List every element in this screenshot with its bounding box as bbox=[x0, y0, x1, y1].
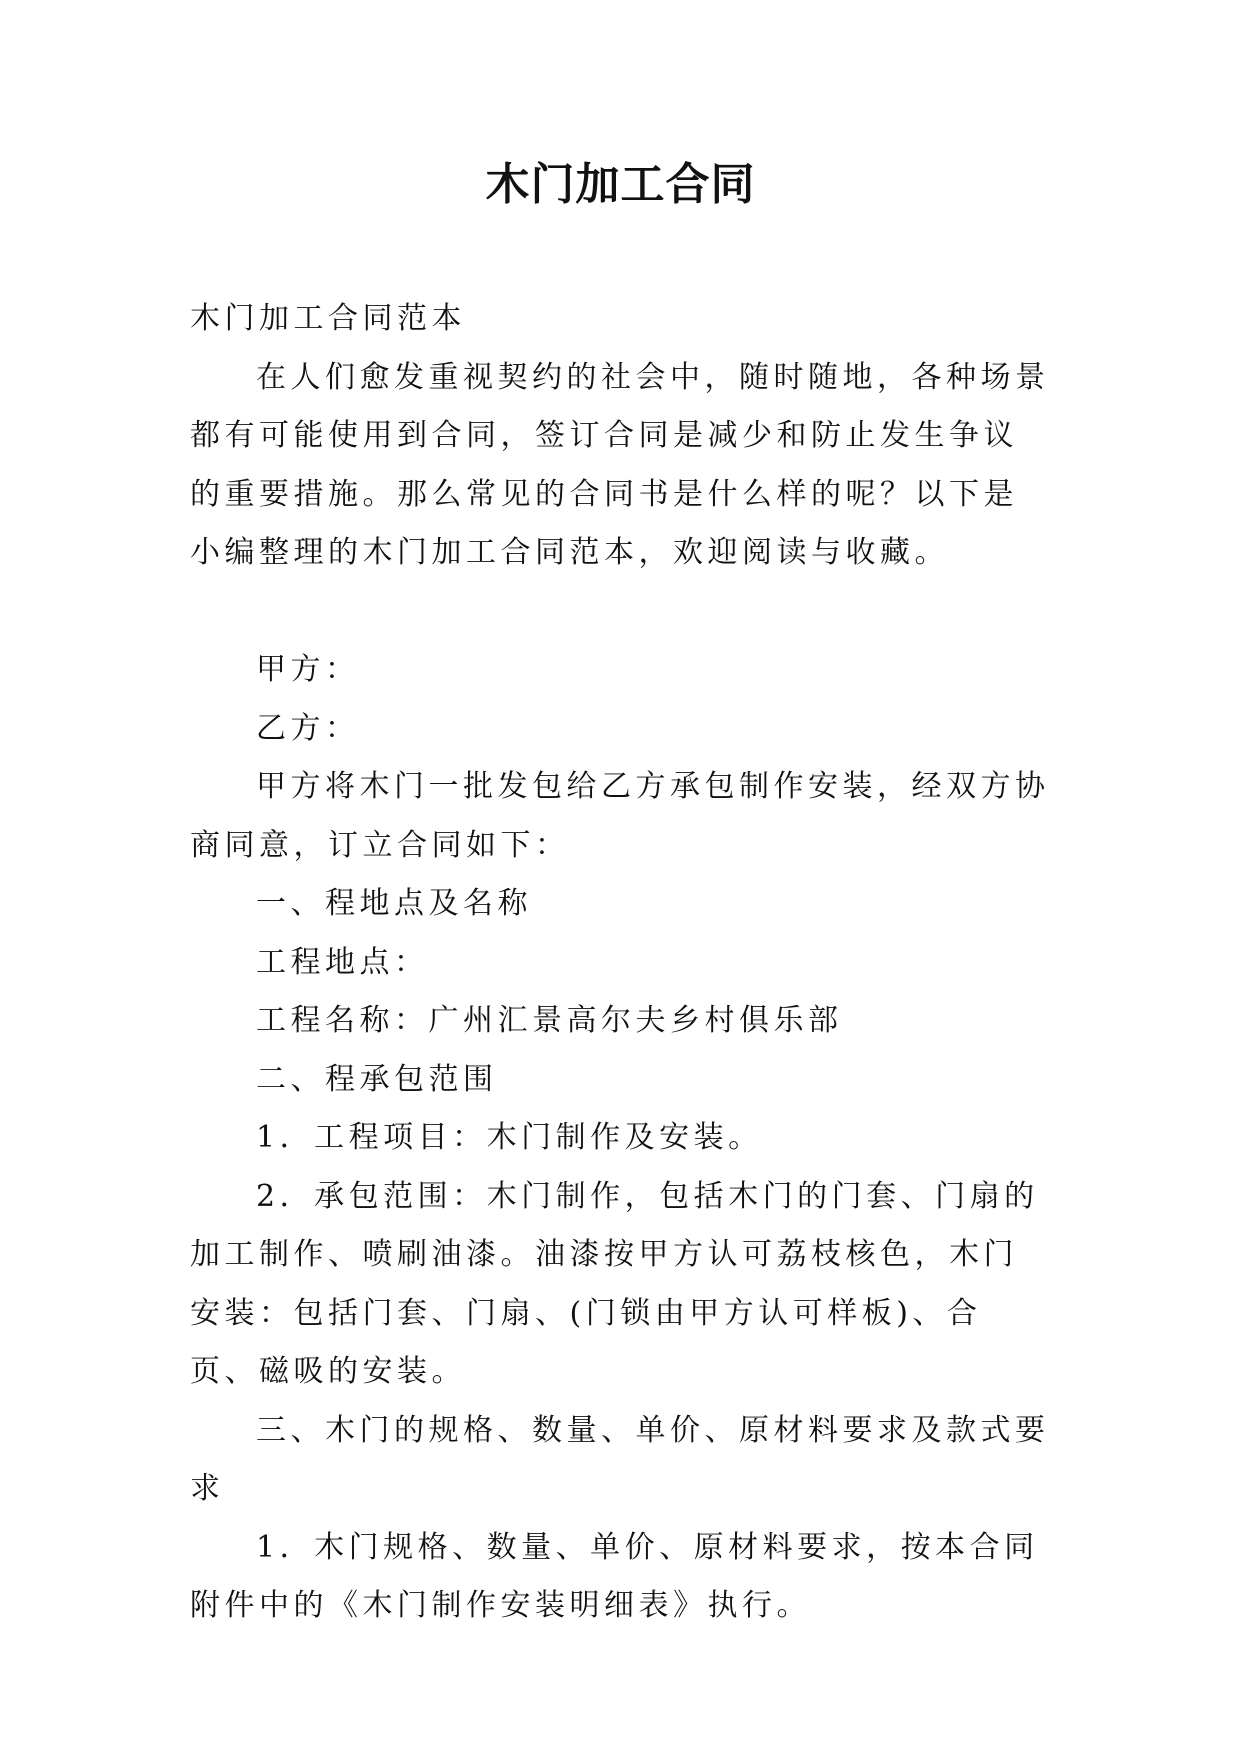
section-3-heading: 三、木门的规格、数量、单价、原材料要求及款式要求 bbox=[190, 1412, 1050, 1506]
party-b-line: 乙方： bbox=[256, 710, 360, 746]
clause-3-1: 1．木门规格、数量、单价、原材料要求，按本合同附件中的《木门制作安装明细表》执行。 bbox=[190, 1529, 1039, 1623]
agreement-intro-paragraph: 甲方将木门一批发包给乙方承包制作安装，经双方协商同意，订立合同如下： bbox=[190, 769, 1050, 863]
intro-paragraph: 在人们愈发重视契约的社会中，随时随地，各种场景都有可能使用到合同，签订合同是减少和防止发生争议的重要措施。那么常见的合同书是什么样的呢？以下是小编整理的木门加工合同范本，欢迎阅读与收藏。 bbox=[190, 359, 1050, 570]
document-body bbox=[190, 290, 1050, 1636]
document-title: 木门加工合同 bbox=[485, 159, 756, 210]
section-2-heading: 二、程承包范围 bbox=[256, 1061, 498, 1097]
party-a-line: 甲方： bbox=[256, 652, 360, 687]
subtitle-paragraph: 木门加工合同范本 bbox=[190, 301, 466, 336]
project-name-line: 工程名称：广州汇景高尔夫乡村俱乐部 bbox=[256, 1003, 843, 1038]
clause-2-1: 1．工程项目：木门制作及安装。 bbox=[256, 1120, 763, 1155]
project-location-line: 工程地点： bbox=[256, 944, 429, 980]
clause-2-2: 2．承包范围：木门制作，包括木门的门套、门扇的加工制作、喷刷油漆。油漆按甲方认可荔枝核色，木门安装：包括门套、门扇、(门锁由甲方认可样板)、合页、磁吸的安装。 bbox=[190, 1178, 1039, 1389]
section-1-heading: 一、程地点及名称 bbox=[256, 886, 532, 921]
paragraph-gap bbox=[190, 583, 1050, 642]
